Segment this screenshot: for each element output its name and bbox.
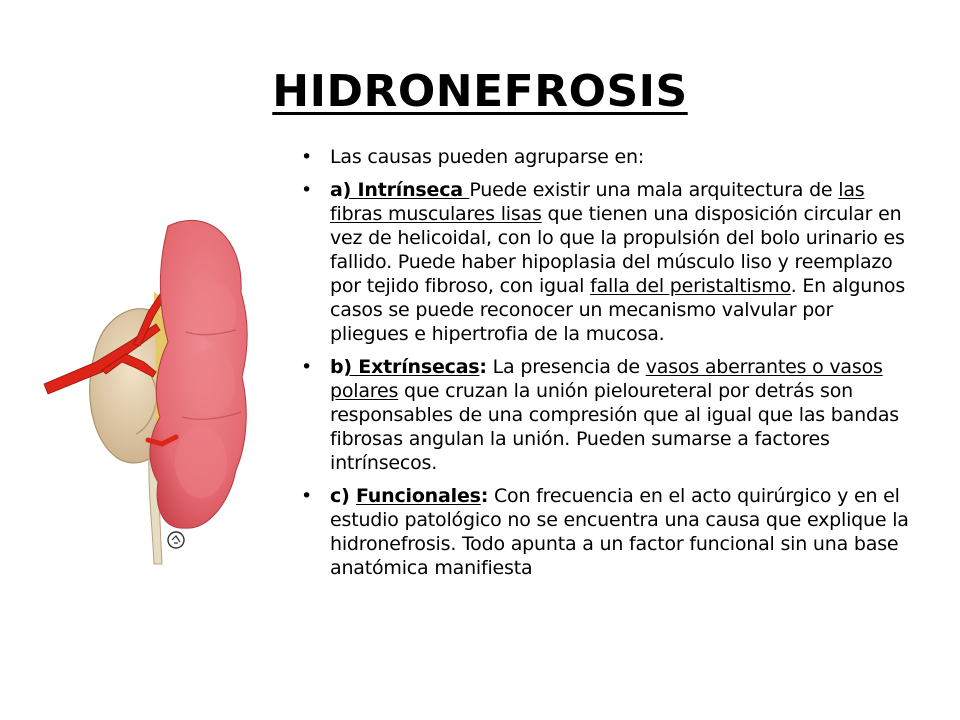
bullet-text	[330, 484, 910, 580]
label-prefix: b	[330, 356, 344, 378]
bullet-item-intrinseca	[300, 178, 940, 346]
text-segment: La presencia de	[486, 356, 646, 378]
label-suffix: :	[480, 485, 489, 507]
bullet-list	[300, 145, 940, 589]
underlined-term: falla del peristaltismo	[590, 275, 791, 297]
bullet-text	[330, 355, 910, 475]
label-funcionales: Funcionales	[355, 485, 481, 507]
text-segment: que tienen una disposición circular en vez de helicoidal, con lo que la propulsión del bolo urinario es fallido. Puede haber hipoplasia del músculo liso y reemplazo por tejido fibroso, con igual	[330, 203, 905, 297]
bullet-item-funcionales	[300, 484, 940, 580]
hydronephrosis-kidney-illustration	[36, 212, 276, 572]
bullet-text	[330, 178, 910, 346]
text-segment: que cruzan la unión pieloureteral por detrás son responsables de una compresión que al igual que las bandas fibrosas angulan la unión. Pueden sumarse a factores intrínsecos.	[330, 380, 899, 474]
publisher-logo	[168, 532, 184, 548]
bullet-marker: •	[301, 146, 313, 168]
text-segment: Puede existir una mala arquitectura de	[469, 179, 839, 201]
label-prefix: a	[330, 179, 343, 201]
underlined-term: las fibras musculares lisas	[330, 179, 865, 225]
bullet-item-extrinsecas	[300, 355, 940, 475]
text-segment: Con frecuencia en el acto quirúrgico y en el estudio patológico no se encuentra una causa que explique la hidronefrosis. Todo apunta a un factor funcional sin una base anatómica manifiesta	[330, 485, 909, 579]
bullet-text: Las causas pueden agruparse en:	[330, 146, 645, 168]
label-extrinsecas: ) Extrínsecas	[343, 356, 480, 378]
text-segment: . En algunos casos se puede reconocer un mecanismo valvular por pliegues e hipertrofia de la mucosa.	[330, 275, 906, 345]
slide-title: HIDRONEFROSIS	[272, 66, 688, 117]
underlined-term: vasos aberrantes o vasos polares	[330, 356, 883, 402]
label-prefix: c)	[330, 485, 356, 507]
bullet-item-intro	[300, 145, 940, 169]
bullet-marker: •	[301, 356, 313, 378]
bullet-marker: •	[301, 179, 313, 201]
bullet-marker: •	[301, 485, 313, 507]
label-suffix: :	[479, 356, 487, 378]
label-intrinseca: ) Intrínseca	[342, 179, 470, 201]
